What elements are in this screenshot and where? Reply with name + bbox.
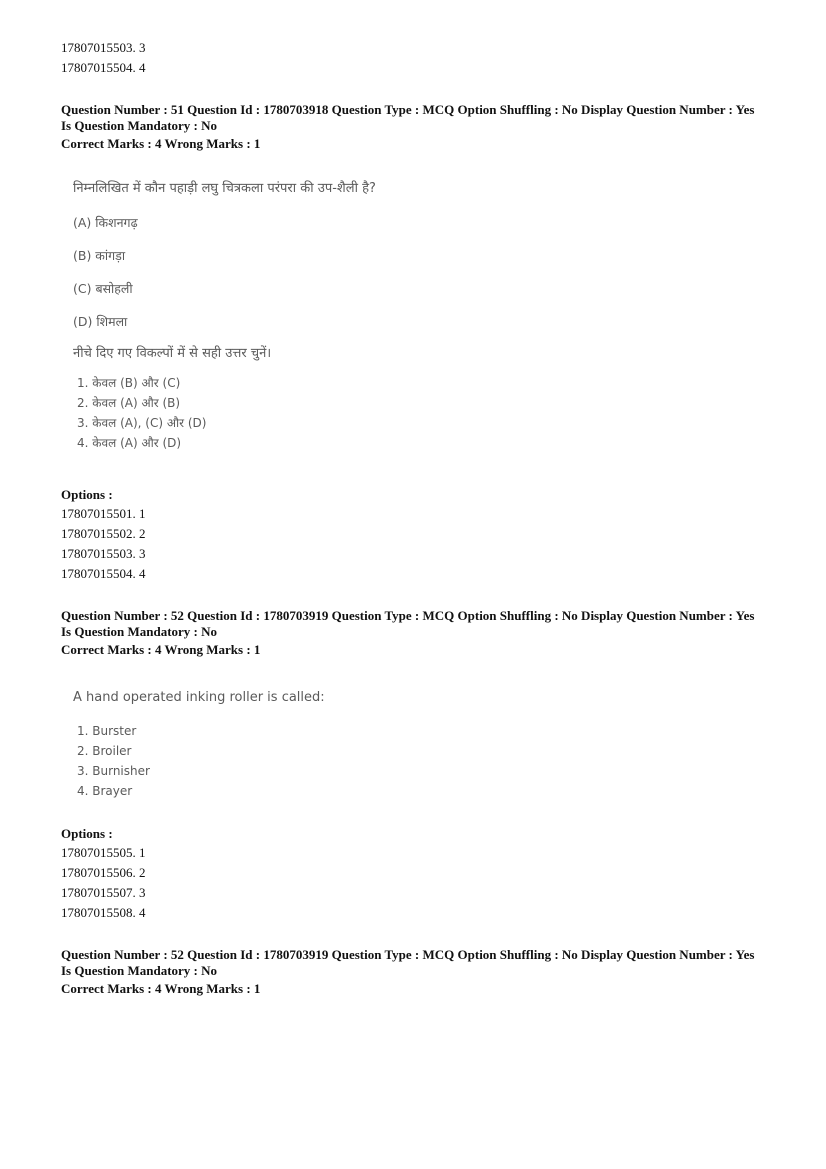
choice-a: (A) किशनगढ़	[73, 215, 138, 230]
answer-item: 4. Brayer	[77, 784, 133, 798]
mandatory-line: Is Question Mandatory : No	[61, 118, 218, 133]
question-52-content	[73, 689, 325, 801]
choice-b: (B) कांगड़ा	[73, 248, 126, 263]
question-stem: A hand operated inking roller is called:	[73, 690, 325, 705]
marks-line: Correct Marks : 4 Wrong Marks : 1	[61, 136, 261, 151]
question-52-options	[61, 825, 146, 923]
answer-item: 1. Burster	[77, 724, 137, 738]
option-line: 17807015507. 3	[61, 885, 146, 900]
answer-list	[73, 721, 325, 801]
prev-options-list	[61, 38, 146, 78]
question-51-meta	[61, 102, 754, 152]
question-meta-line: Question Number : 52 Question Id : 1780703919 Question Type : MCQ Option Shuffling : No Display Question Number : Yes	[61, 608, 755, 623]
option-line: 17807015508. 4	[61, 905, 146, 920]
option-line: 17807015505. 1	[61, 845, 146, 860]
question-meta-line: Question Number : 51 Question Id : 1780703918 Question Type : MCQ Option Shuffling : No Display Question Number : Yes	[61, 102, 755, 117]
mandatory-line: Is Question Mandatory : No	[61, 624, 218, 639]
option-line: 17807015501. 1	[61, 506, 146, 521]
options-label: Options :	[61, 487, 113, 502]
answer-item: 4. केवल (A) और (D)	[77, 436, 182, 450]
option-line: 17807015502. 2	[61, 526, 146, 541]
answer-item: 2. केवल (A) और (B)	[77, 396, 181, 410]
answer-list	[73, 373, 376, 453]
mandatory-line: Is Question Mandatory : No	[61, 963, 218, 978]
choice-c: (C) बसोहली	[73, 281, 133, 296]
option-line: 17807015506. 2	[61, 865, 146, 880]
question-52-meta	[61, 608, 754, 658]
answer-item: 1. केवल (B) और (C)	[77, 376, 181, 390]
option-line: 17807015504. 4	[61, 60, 146, 75]
marks-line: Correct Marks : 4 Wrong Marks : 1	[61, 642, 261, 657]
options-label: Options :	[61, 826, 113, 841]
question-stem: निम्नलिखित में कौन पहाड़ी लघु चित्रकला परंपरा की उप-शैली है?	[73, 181, 376, 196]
answer-item: 3. Burnisher	[77, 764, 150, 778]
question-instruction: नीचे दिए गए विकल्पों में से सही उत्तर चुनें।	[73, 346, 272, 361]
choice-d: (D) शिमला	[73, 314, 128, 329]
answer-item: 3. केवल (A), (C) और (D)	[77, 416, 207, 430]
question-51-options	[61, 486, 146, 584]
question-meta-line: Question Number : 52 Question Id : 1780703919 Question Type : MCQ Option Shuffling : No Display Question Number : Yes	[61, 947, 755, 962]
question-51-content	[73, 180, 376, 453]
option-line: 17807015503. 3	[61, 40, 146, 55]
answer-item: 2. Broiler	[77, 744, 132, 758]
marks-line: Correct Marks : 4 Wrong Marks : 1	[61, 981, 261, 996]
question-52-repeat-meta	[61, 947, 754, 997]
option-line: 17807015504. 4	[61, 566, 146, 581]
option-line: 17807015503. 3	[61, 546, 146, 561]
